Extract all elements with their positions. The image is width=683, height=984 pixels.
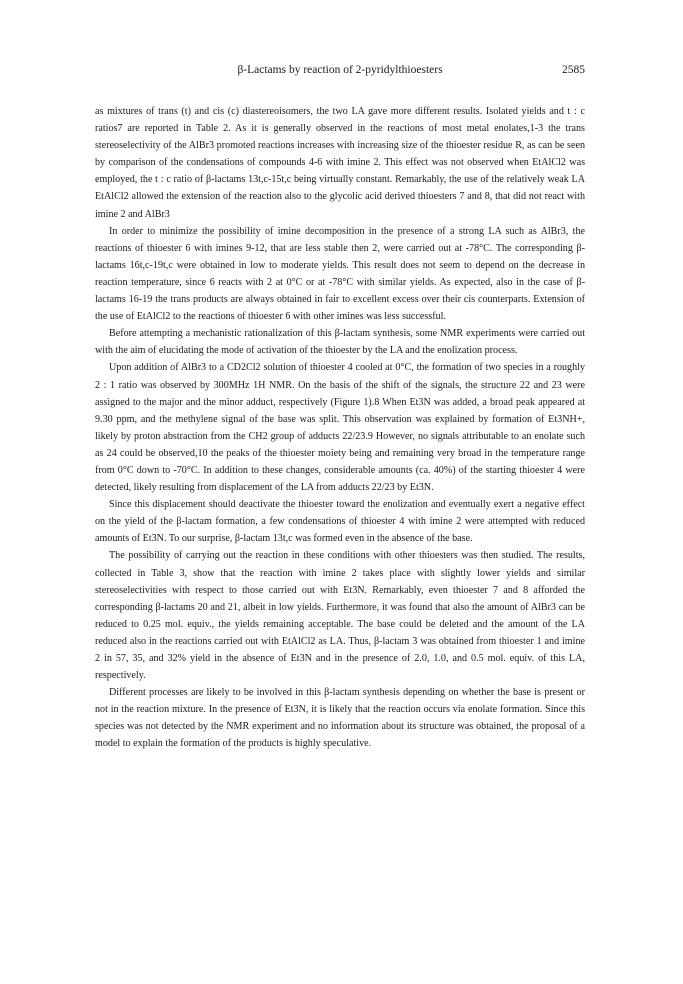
running-title: β-Lactams by reaction of 2-pyridylthioesters bbox=[237, 64, 443, 76]
body-text bbox=[95, 103, 585, 753]
paragraph-1: as mixtures of trans (t) and cis (c) diastereoisomers, the two LA gave more different results. Isolated yields and t : c ratios7 are reported in Table 2. As it is generally observed in the reactions of most metal enolates,1-3 the trans stereoselectivity of the AlBr3 promoted reactions increases with increasing size of the thioester residue R, as can be seen by comparison of the condensations of compounds 4-6 with imine 2. This effect was not observed when EtAlCl2 was employed, the t : c ratio of β-lactams 13t,c-15t,c being virtually constant. Remarkably, the use of the relatively weak LA EtAlCl2 allowed the extension of the reaction also to the glycolic acid derived thioesters 7 and 8, that did not react with imine 2 and AlBr3 bbox=[95, 106, 585, 220]
paragraph-4: Upon addition of AlBr3 to a CD2Cl2 solution of thioester 4 cooled at 0°C, the formation of two species in a roughly 2 : 1 ratio was observed by 300MHz 1H NMR. On the basis of the shift of the signals, the structure 22 and 23 were assigned to the major and the minor adduct, respectively (Figure 1).8 When Et3N was added, a broad peak appeared at 9.30 ppm, and the methylene signal of the base was split. This observation was explained by formation of Et3NH+, likely by proton abstraction from the CH2 group of adducts 22/23.9 However, no signals attributable to an enolate such as 24 could be observed,10 the peaks of the thioester moiety being and remaining very broad in the temperature range from 0°C down to -70°C. In addition to these changes, considerable amounts (ca. 40%) of the starting thioester 4 were detected, likely resulting from displacement of the LA from adducts 22/23 by Et3N. bbox=[95, 362, 585, 494]
running-header bbox=[95, 64, 585, 80]
paragraph-6: The possibility of carrying out the reaction in these conditions with other thioesters was then studied. The results, collected in Table 3, show that the reaction with imine 2 takes place with slightly lower yields and similar stereoselectivities with respect to those carried out with Et3N. Remarkably, even thioester 7 and 8 afforded the corresponding β-lactams 20 and 21, albeit in low yields. Furthermore, it was found that also the amount of AlBr3 can be reduced to 0.25 mol. equiv., the yields remaining acceptable. The base could be deleted and the amount of the LA reduced also in the reactions carried out with EtAlCl2 as LA. Thus, β-lactam 3 was obtained from thioester 1 and imine 2 in 57, 35, and 32% yield in the absence of Et3N and in the presence of 2.0, 1.0, and 0.5 mol. equiv. of this LA, respectively. bbox=[95, 550, 585, 682]
paragraph-7: Different processes are likely to be involved in this β-lactam synthesis depending on whether the base is present or not in the reaction mixture. In the presence of Et3N, it is likely that the reaction occurs via enolate formation. Since this species was not detected by the NMR experiment and no information about its structure was obtained, the proposal of a model to explain the formation of the products is highly speculative. bbox=[95, 687, 585, 750]
page-number: 2585 bbox=[562, 64, 585, 76]
paragraph-2: In order to minimize the possibility of imine decomposition in the presence of a strong LA such as AlBr3, the reactions of thioester 6 with imines 9-12, that are less stable then 2, were carried out at -78°C. The corresponding β-lactams 16t,c-19t,c were obtained in low to moderate yields. This result does not seem to depend on the decrease in reaction temperature, since 6 reacts with 2 at 0°C or at -78°C with similar yields. As expected, also in the case of β-lactams 16-19 the trans products are always obtained in fair to excellent excess over their cis counterparts. Extension of the use of EtAlCl2 to the reactions of thioester 6 with other imines was less successful. bbox=[95, 225, 585, 323]
paragraph-5: Since this displacement should deactivate the thioester toward the enolization and eventually exert a negative effect on the yield of the β-lactam formation, a few condensations of thioester 4 with imine 2 were attempted with reduced amounts of Et3N. To our surprise, β-lactam 13t,c was formed even in the absence of the base. bbox=[95, 499, 585, 545]
paragraph-3: Before attempting a mechanistic rationalization of this β-lactam synthesis, some NMR experiments were carried out with the aim of elucidating the mode of activation of the thioester by the LA and the enolization process. bbox=[95, 328, 585, 357]
